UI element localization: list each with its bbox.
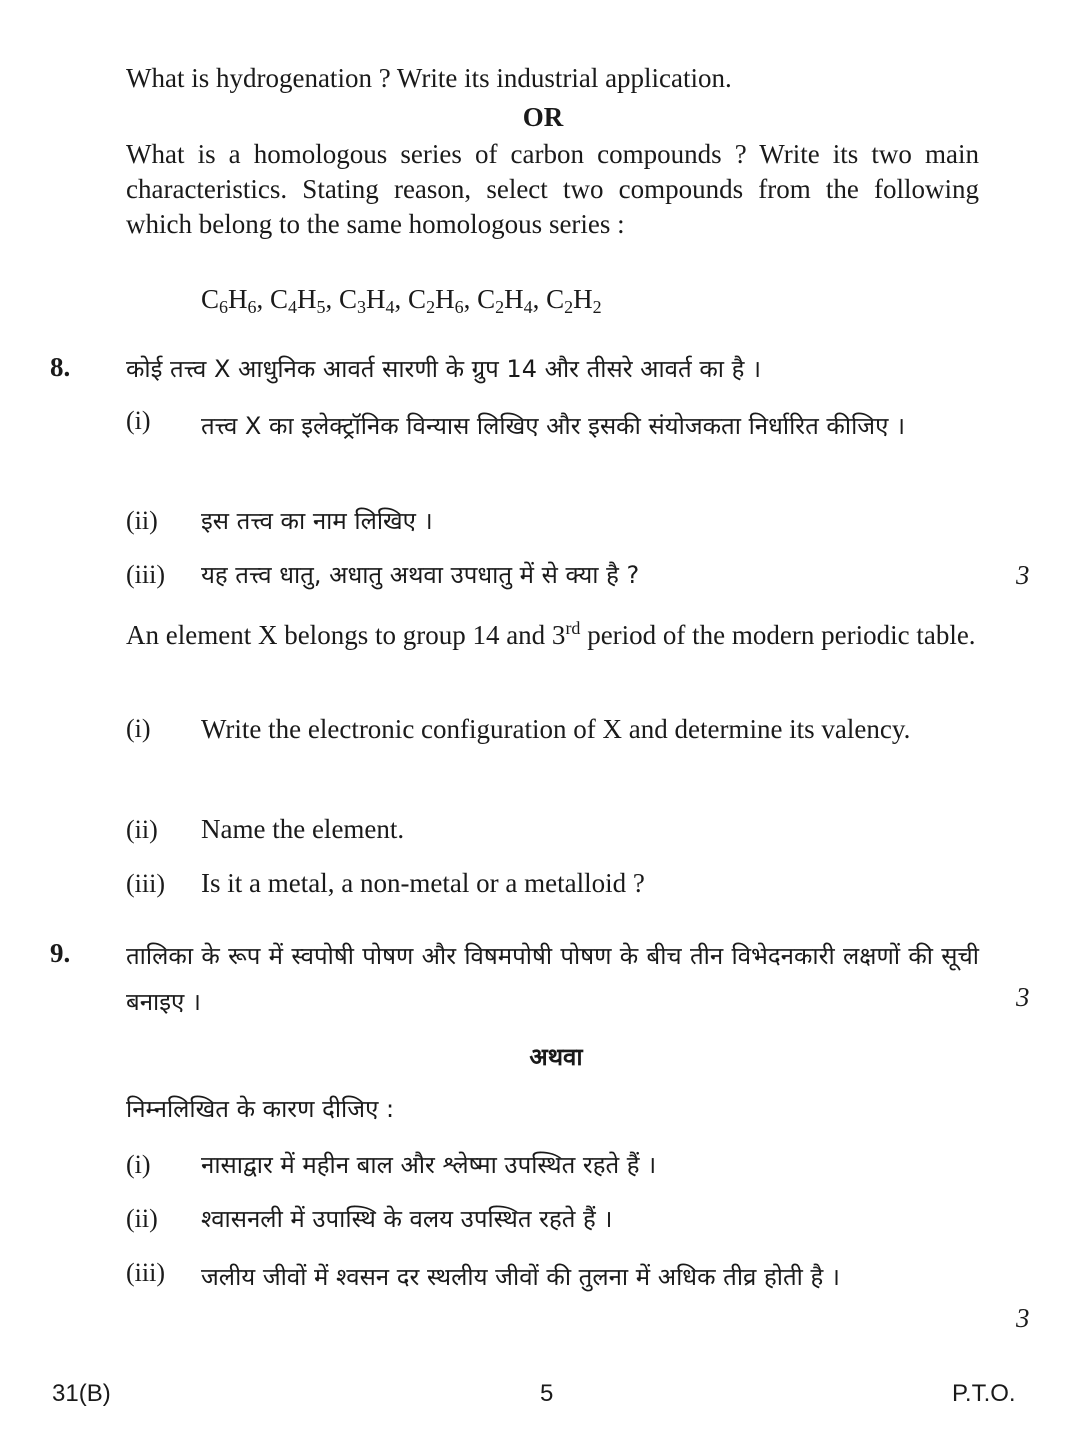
formula-1: $C_6H_6$	[201, 284, 257, 317]
formula-4: $C_2H_6$	[408, 284, 464, 317]
q8-hindi-part-text: इस तत्त्व का नाम लिखिए ।	[201, 507, 433, 535]
q8-english-part-label: (ii)	[126, 815, 158, 844]
question-number-8: 8.	[50, 352, 71, 382]
q9-marks-2: 3	[1016, 1303, 1030, 1333]
formula-6: $C_2H_2$	[546, 284, 602, 317]
footer-page-number: 5	[540, 1380, 554, 1407]
q8-hindi-part-label: (ii)	[126, 506, 158, 535]
q9-reason-text: नासाद्वार में महीन बाल और श्लेष्मा उपस्थित रहते हैं ।	[201, 1151, 657, 1179]
q9-reason-label: (ii)	[126, 1204, 158, 1233]
formula-5: $C_2H_4$	[477, 284, 533, 317]
footer-paper-code: 31(B)	[52, 1380, 111, 1407]
footer-pto: P.T.O.	[952, 1380, 1016, 1407]
formula-2: $C_4H_5$	[270, 284, 326, 317]
q8-english-stem: An element X belongs to group 14 and 3rd period of the modern periodic table.	[126, 618, 976, 650]
formula-list: $C_6H_6$, $C_4H_5$, $C_3H_4$, $C_2H_6$, $C_2H_4$, $C_2H_2$	[201, 284, 602, 317]
q8-hindi-part-label: (i)	[126, 406, 151, 435]
q9-reason-text: जलीय जीवों में श्वसन दर स्थलीय जीवों की तुलना में अधिक तीव्र होती है ।	[201, 1263, 840, 1291]
q8-english-part-text: Name the element.	[201, 814, 405, 844]
q9-hindi-stem: तालिका के रूप में स्वपोषी पोषण और विषमपोषी पोषण के बीच तीन विभेदनकारी लक्षणों की सूची बनाइए ।	[126, 942, 979, 1016]
q9-reason-text: श्वासनली में उपास्थि के वलय उपस्थित रहते हैं ।	[201, 1205, 613, 1233]
q9-marks: 3	[1016, 982, 1030, 1012]
q8-english-part-label: (iii)	[126, 869, 165, 898]
q8-hindi-stem: कोई तत्त्व X आधुनिक आवर्त सारणी के ग्रुप 14 और तीसरे आवर्त का है ।	[126, 355, 762, 383]
homologous-question: What is a homologous series of carbon compounds ? Write its two main characteristics. Stating reason, select two compounds from the following which belong to the same homologous series :	[126, 139, 979, 239]
formula-3: $C_3H_4$	[339, 284, 395, 317]
q8-english-part-label: (i)	[126, 714, 151, 743]
q9-reasons-stem: निम्नलिखित के कारण दीजिए :	[126, 1095, 395, 1123]
q8-hindi-part-label: (iii)	[126, 560, 165, 589]
q9-reason-label: (iii)	[126, 1258, 165, 1287]
or-label: OR	[522, 102, 564, 132]
q8-english-part-text: Is it a metal, a non-metal or a metalloid ?	[201, 868, 645, 898]
q8-marks: 3	[1016, 560, 1030, 590]
q8-hindi-part-text: यह तत्त्व धातु, अधातु अथवा उपधातु में से क्या है ?	[201, 561, 640, 589]
q9-or-label: अथवा	[529, 1043, 583, 1071]
q8-hindi-part-text: तत्त्व X का इलेक्ट्रॉनिक विन्यास लिखिए और इसकी संयोजकता निर्धारित कीजिए ।	[201, 412, 906, 440]
q8-english-part-text: Write the electronic configuration of X and determine its valency.	[201, 714, 911, 744]
q9-reason-label: (i)	[126, 1150, 151, 1179]
hydrogenation-question: What is hydrogenation ? Write its industrial application.	[126, 63, 732, 93]
question-number-9: 9.	[50, 938, 71, 968]
